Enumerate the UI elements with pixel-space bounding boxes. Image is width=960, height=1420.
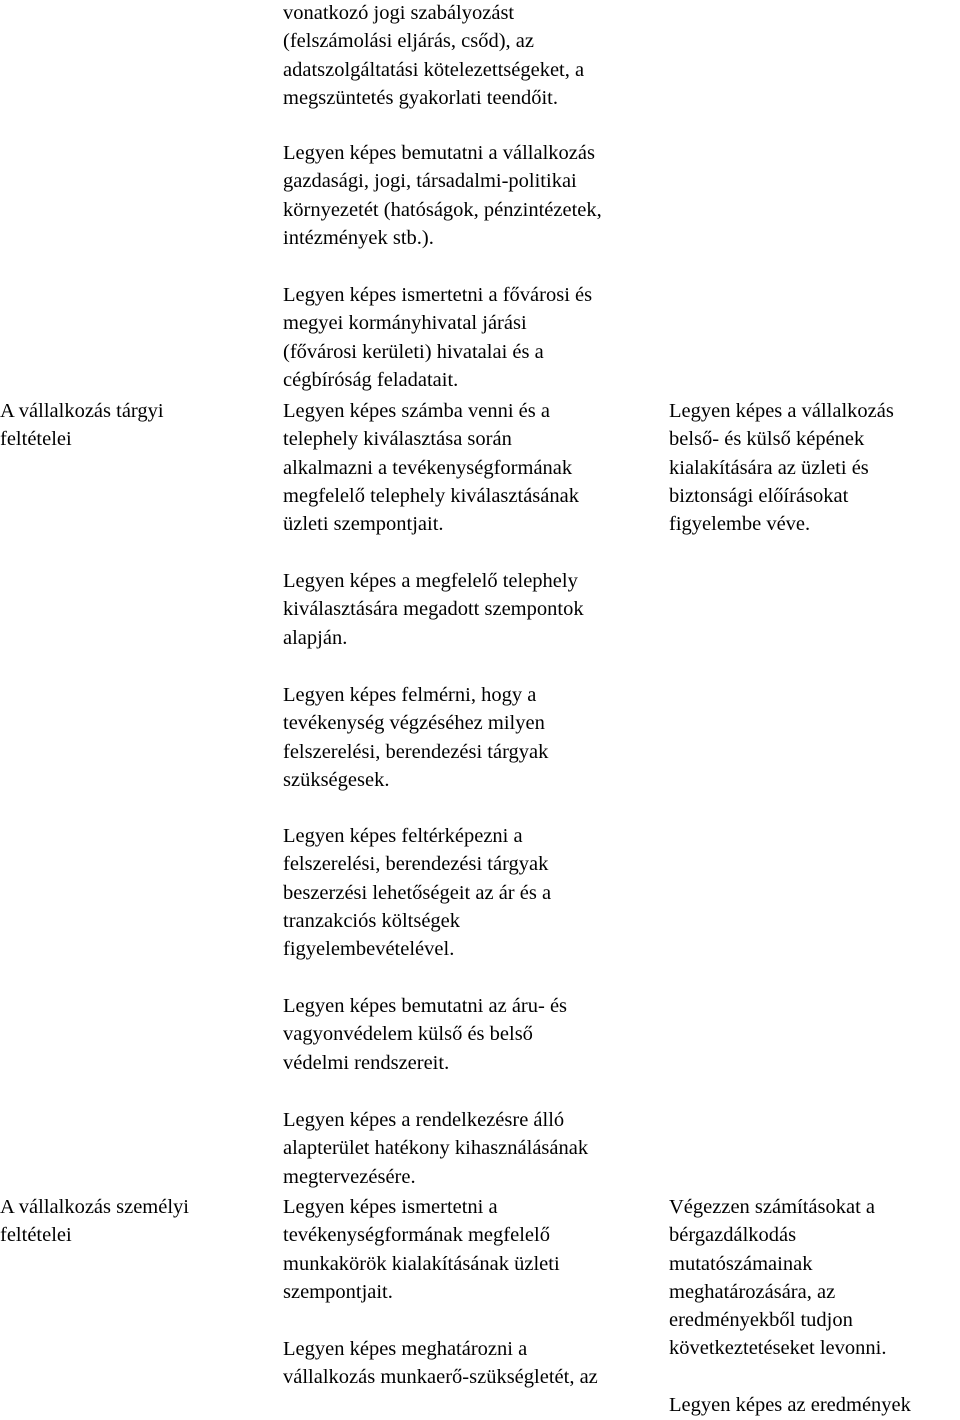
paragraph: Legyen képes számba venni és a telephely kiválasztása során alkalmazni a tevékenységformának megfelelő telephely kiválasztásának üzleti szempontjait.	[283, 400, 579, 536]
paragraph: Legyen képes feltérképezni a felszerelési, berendezési tárgyak beszerzési lehetőségeit az ár és a tranzakciós költségek figyelembevételével.	[283, 825, 552, 961]
paragraph: Legyen képes a vállalkozás belső- és külső képének kialakítására az üzleti és biztonsági előírásokat figyelembe véve.	[669, 400, 894, 536]
row-label-szemelyi: A vállalkozás személyi feltételei	[0, 1196, 189, 1247]
paragraph: Legyen képes felmérni, hogy a tevékenység végzéséhez milyen felszerelési, berendezési tárgyak szükségesek.	[283, 684, 549, 791]
paragraph: Legyen képes meghatározni a vállalkozás munkaerő-szükségletét, az	[283, 1338, 598, 1389]
paragraph: vonatkozó jogi szabályozást (felszámolási eljárás, csőd), az adatszolgáltatási kötelezettségeket, a megszüntetés gyakorlati teendőit.	[283, 2, 585, 109]
paragraph: Legyen képes bemutatni a vállalkozás gazdasági, jogi, társadalmi-politikai környezetét (hatóságok, pénzintézetek, intézmények stb.).	[283, 142, 602, 249]
row-label-targyi: A vállalkozás tárgyi feltételei	[0, 400, 164, 451]
paragraph: Legyen képes bemutatni az áru- és vagyonvédelem külső és belső védelmi rendszereit.	[283, 995, 568, 1074]
paragraph: Legyen képes ismertetni a fővárosi és megyei kormányhivatal járási (fővárosi kerületi) hivatalai és a cégbíróság feladatait.	[283, 284, 593, 391]
paragraph: Legyen képes ismertetni a tevékenységformának megfelelő munkakörök kialakításának üzleti szempontjait.	[283, 1196, 560, 1303]
paragraph: Legyen képes a rendelkezésre álló alapterület hatékony kihasználásának megtervezésére.	[283, 1109, 589, 1188]
paragraph: Végezzen számításokat a bérgazdálkodás mutatószámainak meghatározására, az eredményekből tudjon következtetéseket levonni.	[669, 1196, 887, 1360]
paragraph: Legyen képes az eredmények	[669, 1394, 911, 1416]
paragraph: Legyen képes a megfelelő telephely kiválasztására megadott szempontok alapján.	[283, 570, 584, 649]
